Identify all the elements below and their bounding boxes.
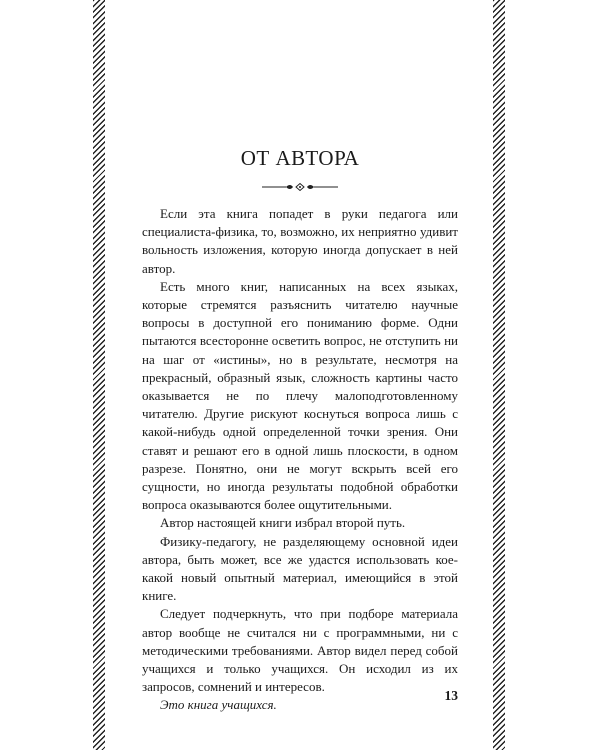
decorative-flourish-icon: [262, 182, 338, 192]
page-number: 13: [444, 688, 458, 703]
body-text: [142, 205, 458, 715]
paragraph: Если эта книга попадет в руки педагога или специалиста-физика, то, возможно, их неприятно удивит вольность изложения, которую иногда допускает в ней автор.: [142, 206, 458, 276]
paragraph: Физику-педагогу, не разделяющему основной идеи автора, быть может, все же удастся использовать кое-какой новый опытный материал, имеющийся в этой книге.: [142, 533, 458, 604]
closing-line: Это книга учащихся.: [160, 697, 277, 713]
paragraph: Автор настоящей книги избрал второй путь.: [160, 515, 406, 531]
page-title: ОТ АВТОРА: [240, 146, 360, 170]
paragraph: Есть много книг, написанных на всех языках, которые стремятся разъяснить читателю научные вопросы в доступной его пониманию форме. Одни пытаются всесторонне осветить вопрос, не отступить ни на шаг от «истины», но в результате, несмотря на прекрасный, образный язык, сложность картины часто оказывается не по плечу малоподготовленному читателю. Другие рискуют коснуться вопроса лишь с какой-нибудь одной определенной точки зрения. Они ставят и решают его в одной лишь плоскости, в одном разрезе. Понятно, они не могут вскрыть всей его сущности, но иногда результаты подобной обработки вопроса оказываются более ощутительными.: [142, 278, 458, 513]
right-border-ornament: [493, 0, 505, 750]
left-border-ornament: [93, 0, 105, 750]
paragraph: Следует подчеркнуть, что при подборе материала автор вообще не считался ни с программными, ни с методическими требованиями. Автор видел перед собой учащихся и только учащихся. Он исходил из их запросов, сомнений и интересов.: [142, 606, 458, 695]
